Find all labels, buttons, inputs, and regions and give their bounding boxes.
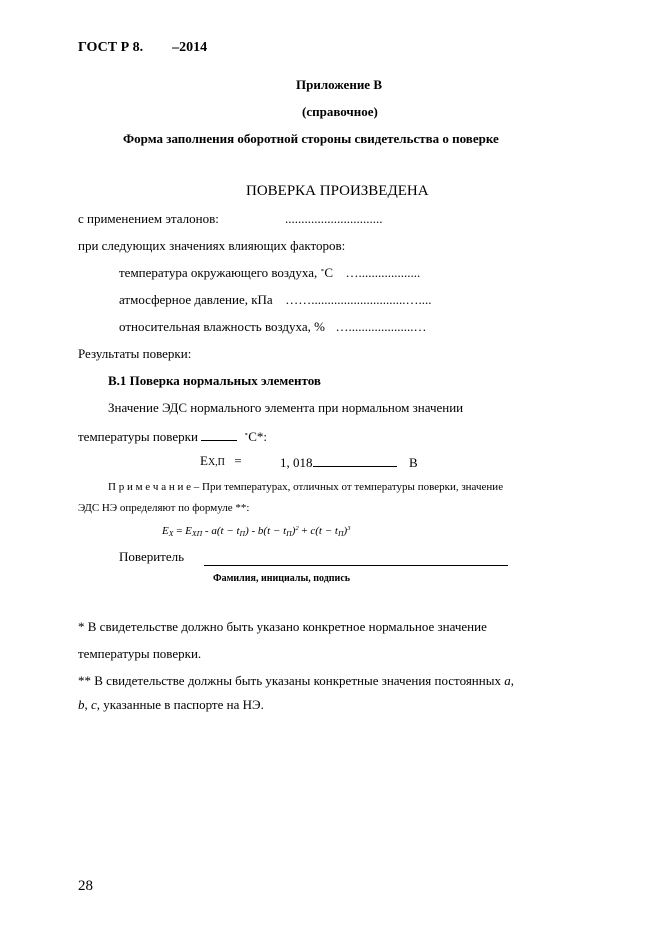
formula2-term-a: a(t − t (211, 525, 240, 537)
appendix-heading: Форма заполнения оборотной стороны свидетельства о поверке (123, 131, 499, 146)
pressure-label: атмосферное давление, кПа (119, 292, 273, 307)
appendix-title: Приложение В (296, 77, 382, 92)
appendix-subtitle: (справочное) (302, 104, 378, 119)
emf-text-line1: Значение ЭДС нормального элемента при нормальном значении (108, 400, 464, 415)
footnote-2-var-b: b (78, 697, 85, 712)
pressure-dots: …….............................….... (285, 292, 432, 307)
document-header (78, 41, 207, 55)
emf-unit: С*: (248, 429, 268, 444)
formula2-term-b-sub: П (286, 528, 292, 538)
signature-line (204, 565, 508, 566)
formula2-term-b: b(t − t (257, 525, 287, 537)
formula2-exp: E (185, 525, 192, 537)
formula-lhs-sub: Х,П (207, 457, 225, 468)
standards-dots: .............................. (285, 211, 383, 226)
formula2-exp-sub: XП (191, 528, 203, 538)
temperature-row (119, 266, 420, 279)
results-label: Результаты поверки: (78, 346, 192, 361)
emf-formula (200, 454, 242, 468)
degree-sign: ∘ (244, 429, 249, 439)
page-number: 28 (78, 878, 93, 894)
humidity-row (119, 320, 426, 333)
note-line1 (108, 482, 503, 493)
standards-label: с применением эталонов: (78, 211, 219, 226)
temperature-dots: …................... (345, 265, 421, 280)
verifier-label: Поверитель (119, 549, 185, 564)
pressure-row (119, 293, 431, 306)
formula-unit: В (409, 455, 418, 470)
footnote-2-var-a: a (504, 673, 511, 688)
temperature-blank (201, 428, 237, 441)
formula2-term-c: c(t − t (310, 525, 338, 537)
formula-lhs: Е (200, 453, 208, 468)
formula2-pow3: 3 (347, 525, 351, 533)
formula2-ex: E (162, 525, 169, 537)
temperature-unit: С (324, 265, 334, 280)
humidity-label: относительная влажность воздуха, % (119, 319, 325, 334)
footnote-1-line1: * В свидетельстве должно быть указано конкретное нормальное значение (78, 619, 487, 634)
formula-equals: = (234, 453, 242, 468)
formula2-term-a-sub: П (239, 528, 246, 538)
verification-title: ПОВЕРКА ПРОИЗВЕДЕНА (246, 183, 429, 199)
formula2-term-c-sub: П (337, 528, 344, 538)
note-label: П р и м е ч а н и е (108, 481, 191, 493)
note-text-1: – При температурах, отличных от температуры поверки, значение (191, 481, 504, 493)
formula2-pow2: 2 (295, 525, 299, 533)
footnote-2-var-c: c (91, 697, 97, 712)
value-blank (313, 454, 397, 467)
degree-sign: ∘ (320, 265, 325, 275)
footnote-2-rest: , указанные в паспорте на НЭ. (96, 697, 264, 712)
footnote-1-line2: температуры поверки. (78, 646, 202, 661)
emf-text-line2 (78, 428, 267, 443)
standard-code: ГОСТ Р 8. (78, 40, 144, 55)
verifier-caption: Фамилия, инициалы, подпись (213, 573, 351, 584)
formula-value: 1, 018 (280, 455, 313, 470)
formula2-ex-sub: X (168, 528, 174, 538)
emf-text-label: температуры поверки (78, 429, 198, 444)
section-title: В.1 Поверка нормальных элементов (108, 373, 321, 388)
emf-value-row (280, 454, 418, 469)
standard-year: –2014 (172, 40, 208, 55)
factors-label: при следующих значениях влияющих факторов: (78, 238, 346, 253)
temperature-label: температура окружающего воздуха, (119, 265, 321, 280)
footnote-2-text: ** В свидетельстве должны быть указаны конкретные значения постоянных (78, 673, 505, 688)
footnote-2-line2: b, c, указанные в паспорте на НЭ. (78, 697, 264, 712)
footnote-2-line1: ** В свидетельстве должны быть указаны конкретные значения постоянных a, (78, 673, 514, 688)
humidity-dots: …....................… (335, 319, 427, 334)
temperature-formula: $E_X = E_{XП} - a(t - t_П) - b(t - t_П)^2 + c(t - t_П)^3$ (162, 525, 351, 538)
note-text-2: ЭДС НЭ определяют по формуле **: (78, 502, 250, 514)
